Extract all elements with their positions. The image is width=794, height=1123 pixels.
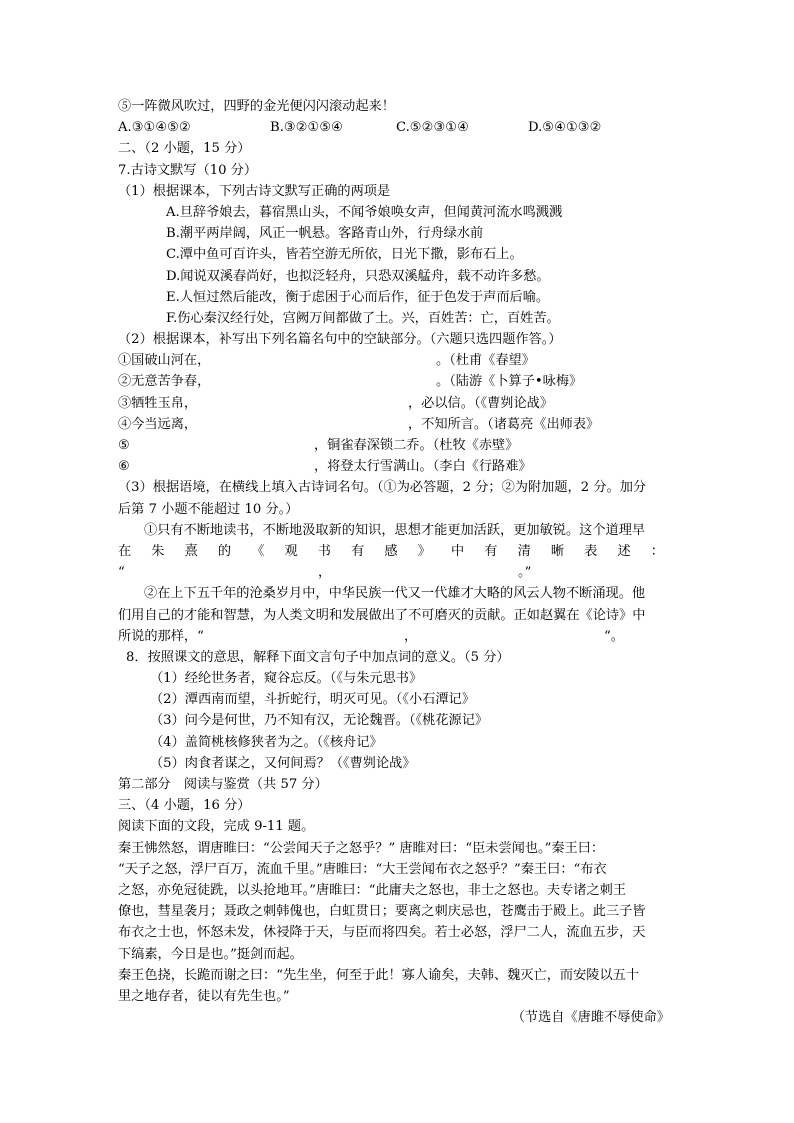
open-quote: “ (118, 565, 125, 581)
choice-f: F.伤心秦汉经行处，宫阙万间都做了土。兴，百姓苦：亡，百姓苦。 (166, 310, 560, 326)
char: 观 (284, 543, 298, 559)
fill-blank-2 (118, 371, 674, 392)
question-7-1: （1）根据课本，下列古诗文默写正确的两项是 (118, 183, 391, 199)
blank-5-prefix: ⑤ (118, 438, 130, 453)
passage-line-8: 里之地存者，徒以有先生也。” (118, 988, 290, 1004)
question-8-1: （1）经纶世务者，窥谷忘反。（《与朱元思书》 (150, 671, 423, 687)
char: 有 (484, 543, 498, 559)
sentence-5: ⑤一阵微风吹过，四野的金光便闪闪滚动起来！ (118, 99, 395, 114)
answer-options-row (118, 117, 674, 138)
blank-3-prefix: ③牺牲玉帛， (118, 395, 198, 411)
char: 在 (118, 543, 132, 559)
exam-page (118, 96, 674, 1028)
fill-blank-1 (118, 350, 674, 371)
char: 书 (317, 543, 331, 559)
open-quote: 所说的那样，“ (118, 628, 204, 644)
question-8-2: （2）潭西南而望，斗折蛇行，明灭可见。（《小石潭记》 (150, 692, 475, 708)
section-2-heading: 二、（2 小题，15 分） (118, 141, 251, 157)
close-quote: “。 (604, 628, 624, 644)
passage-line-1: 秦王怫然怒，谓唐睢曰：“公尝闻天子之怒乎？” 唐睢对曰：“臣未尝闻也。”秦王曰： (118, 840, 605, 856)
char: 述 (617, 543, 631, 559)
context-1-line1: ①只有不断地读书，不断地汲取新的知识，思想才能更加活跃，更加敏锐。这个道理早 (144, 522, 646, 538)
passage-line-2: “天子之怒，浮尸百万，流血千里。”唐睢曰：“大王尝闻布衣之怒乎？”秦王曰：“布衣 (118, 861, 607, 877)
blank-1-prefix: ①国破山河在， (118, 353, 211, 369)
choice-e: E.人恒过然后能改，衡于虑困于心而后作，征于色发于声而后喻。 (166, 289, 550, 305)
char: 表 (584, 543, 598, 559)
blank-6-suffix: ，将登太行雪满山。（李白《行路难》 (314, 459, 532, 475)
option-c: C.⑤②③①④ (396, 120, 469, 136)
close-quote: 。” (518, 565, 532, 581)
context-1-line2 (118, 541, 674, 562)
question-7-3-line2: 后第 7 小题不能超过 10 分。） (118, 501, 299, 517)
question-8-3: （3）问今是何世，乃不知有汉，无论魏晋。（《桃花源记》 (150, 713, 489, 729)
blank-4-suffix: ，不知所言。（诸葛亮《出师表》 (408, 416, 600, 432)
blank-2-prefix: ②无意苦争春， (118, 374, 211, 390)
choice-a: A.旦辞爷娘去，暮宿黑山头，不闻爷娘唤女声，但闻黄河流水鸣溅溅 (166, 204, 563, 220)
blank-6-prefix: ⑥ (118, 459, 130, 475)
passage-line-6: 下缟素，今日是也。”挺剑而起。 (118, 946, 303, 962)
blank-3-suffix: ，必以信。（《曹刿论战》 (408, 395, 554, 411)
question-7-heading: 7.古诗文默写（10 分） (118, 162, 258, 178)
passage-line-5: 布衣之士也，怀怒未发，休祲降于天，与臣而将四矣。若士必怒，浮尸二人，流血五步，天 (118, 925, 646, 941)
question-8-5: （5）肉食者谋之，又何间焉？（《曹刿论战》 (150, 755, 416, 771)
char: 朱 (151, 543, 165, 559)
char: 的 (217, 543, 232, 559)
blank-2-suffix: 。（陆游《卜算子•咏梅》 (436, 374, 583, 390)
question-8-heading: 8．按照课文的意思，解释下面文言句子中加点词的意义。（5 分） (126, 649, 510, 665)
option-b: B.③②①⑤④ (270, 120, 343, 136)
context-2-answer-line (118, 626, 674, 647)
char: 感 (384, 543, 398, 559)
fill-blank-6 (118, 456, 674, 477)
option-d: D.⑤④①③② (528, 120, 602, 136)
fill-blank-5 (118, 435, 674, 456)
context-2-line1: ②在上下五千年的沧桑岁月中，中华民族一代又一代雄才大略的风云人物不断涌现。他 (144, 586, 646, 602)
passage-line-4: 僚也，彗星袭月；聂政之刺韩傀也，白虹贯日；要离之刺庆忌也，苍鹰击于殿上。此三子皆 (118, 904, 646, 920)
char: ： (650, 543, 664, 559)
passage-line-7: 秦王色挠，长跪而谢之曰：“先生坐，何至于此！寡人谕矣，夫韩、魏灭亡，而安陵以五十 (118, 967, 640, 983)
blank-5-suffix: ，铜雀春深锁二乔。（杜牧《赤壁》 (314, 438, 519, 453)
option-a: A.③①④⑤② (118, 120, 191, 136)
char: 熹 (184, 543, 198, 559)
reading-instruction: 阅读下面的文段，完成 9-11 题。 (118, 819, 315, 835)
context-1-answer-line (118, 562, 674, 583)
char: 》 (417, 543, 431, 559)
blank-1-suffix: 。（杜甫《春望》 (436, 353, 535, 369)
fill-blank-4 (118, 414, 674, 435)
blank-4-prefix: ④今当远离， (118, 416, 198, 432)
passage-source: （节选自《唐雎不辱使命》 (511, 1010, 670, 1026)
char: 清 (517, 543, 531, 559)
passage-line-3: 之怒，亦免冠徒跣，以头抢地耳。”唐睢曰：“此庸夫之怒也，非士之怒也。夫专诸之刺王 (118, 882, 627, 898)
choice-d: D.闻说双溪春尚好，也拟泛轻舟，只恐双溪艋舟，载不动许多愁。 (166, 268, 550, 284)
fill-blank-3 (118, 393, 674, 414)
question-7-3-line1: （3）根据语境，在横线上填入古诗词名句。（①为必答题，2 分；②为附加题，2 分。加分 (118, 480, 647, 496)
char: 晰 (550, 543, 565, 559)
part-2-heading: 第二部分 阅读与鉴赏（共 57 分） (118, 777, 328, 792)
section-3-heading: 三、（4 小题，16 分） (118, 798, 251, 814)
context-2-line2: 们用自己的才能和智慧，为人类文明和发展做出了不可磨灭的贡献。正如赵翼在《论诗》中 (118, 607, 646, 623)
mid-comma: ， (404, 628, 418, 644)
question-7-2: （2）根据课本，补写出下列名篇名句中的空缺部分。（六题只选四题作答。） (118, 332, 562, 348)
choice-c: C.潭中鱼可百许头，皆若空游无所依，日光下撒，影布石上。 (166, 247, 523, 263)
question-8-4: （4）盖简桃核修狭者为之。（《核舟记》 (150, 734, 383, 750)
mid-comma: ， (318, 565, 332, 581)
char: 中 (450, 543, 465, 559)
char: 《 (251, 543, 265, 559)
char: 有 (351, 543, 365, 559)
choice-b: B.潮平两岸阔，风正一帆悬。客路青山外，行舟绿水前 (166, 226, 484, 242)
